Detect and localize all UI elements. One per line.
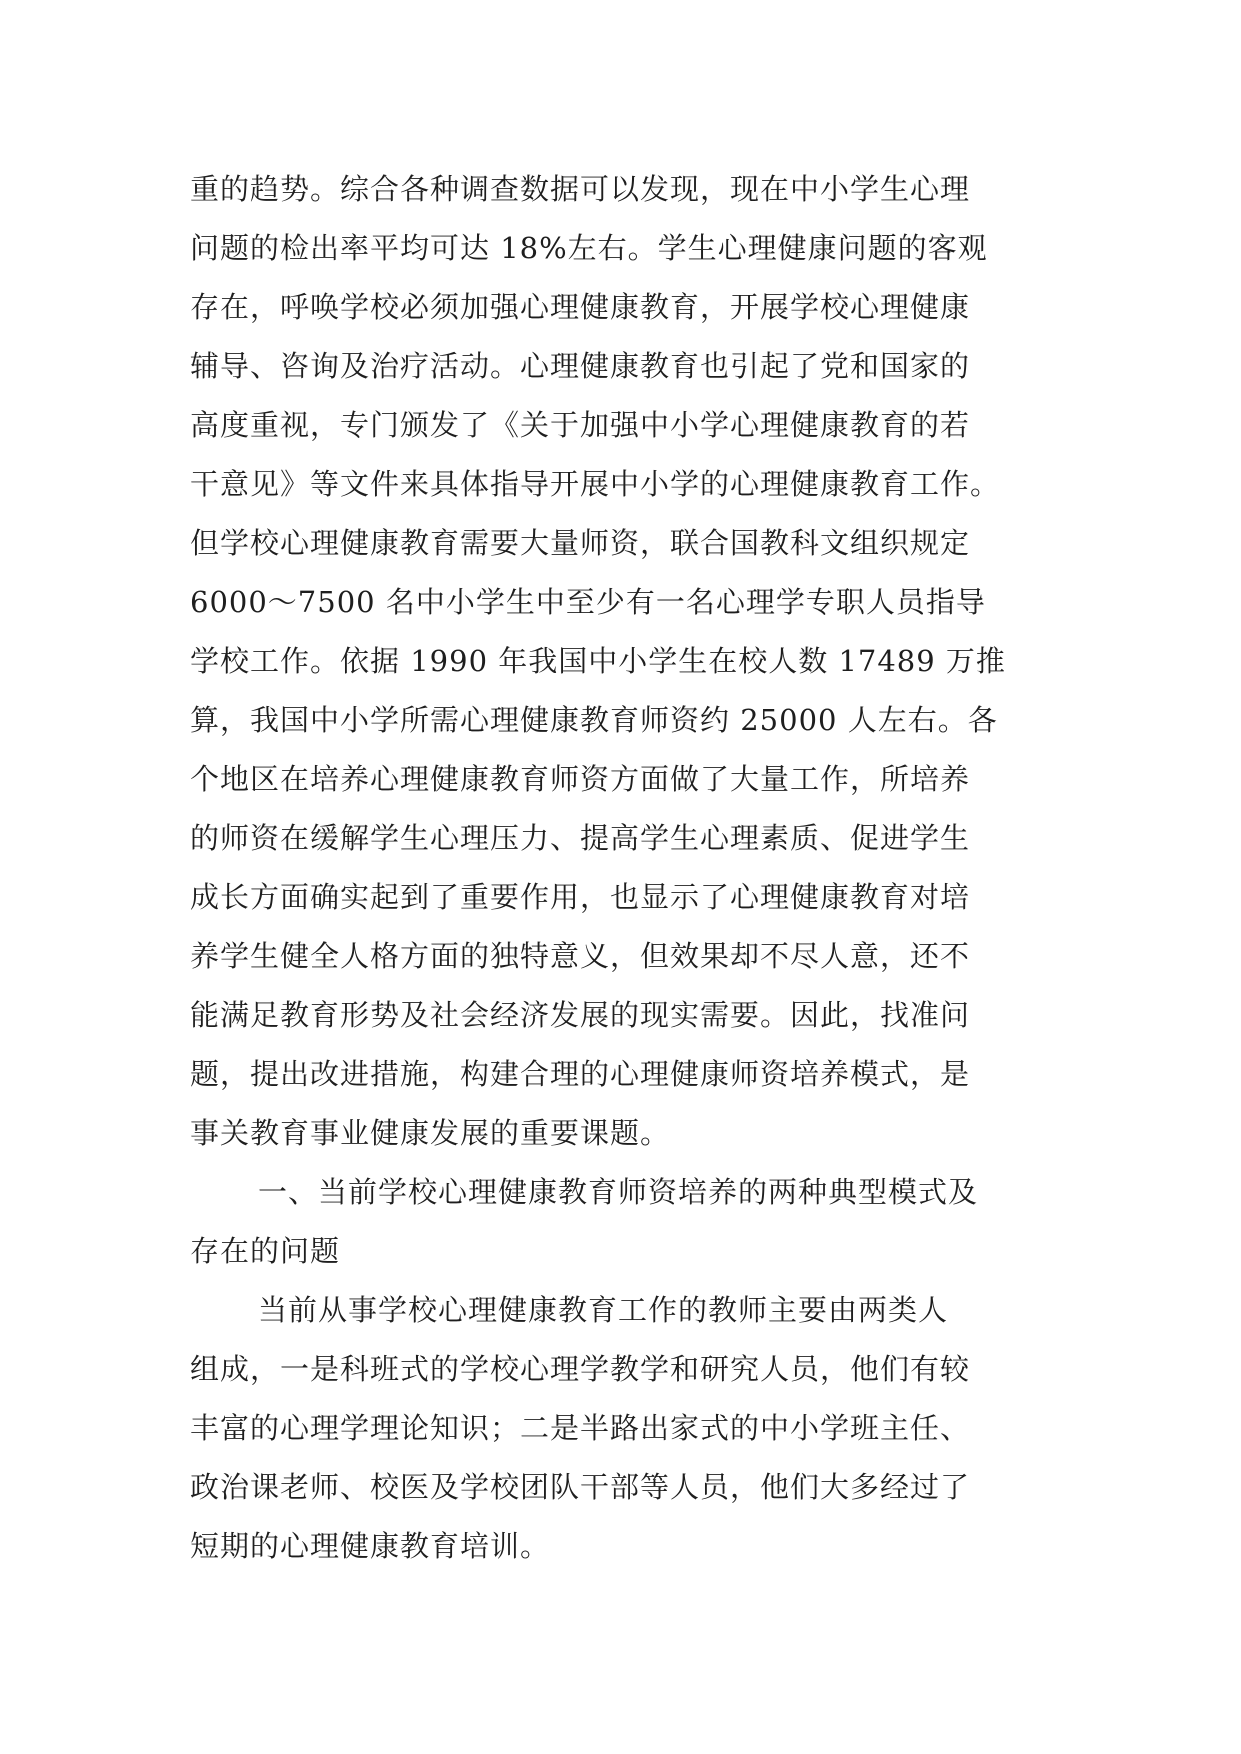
text-line: 但学校心理健康教育需要大量师资，联合国教科文组织规定 [190, 526, 971, 560]
text-line: 学校工作。依据 1990 年我国中小学生在校人数 17489 万推 [190, 644, 1006, 678]
text-line: 政治课老师、校医及学校团队干部等人员，他们大多经过了 [190, 1470, 971, 1504]
text-line: 当前从事学校心理健康教育工作的教师主要由两类人 [258, 1293, 949, 1327]
section-heading [190, 1163, 1050, 1281]
text-line: 丰富的心理学理论知识；二是半路出家式的中小学班主任、 [190, 1411, 971, 1445]
text-line: 组成，一是科班式的学校心理学教学和研究人员，他们有较 [190, 1352, 971, 1386]
text-line: 重的趋势。综合各种调查数据可以发现，现在中小学生心理 [190, 172, 971, 206]
text-line: 存在，呼唤学校必须加强心理健康教育，开展学校心理健康 [190, 290, 971, 324]
text-line: 辅导、咨询及治疗活动。心理健康教育也引起了党和国家的 [190, 349, 971, 383]
text-line: 的师资在缓解学生心理压力、提高学生心理素质、促进学生 [190, 821, 971, 855]
text-line: 干意见》等文件来具体指导开展中小学的心理健康教育工作。 [190, 467, 1001, 501]
text-line: 养学生健全人格方面的独特意义，但效果却不尽人意，还不 [190, 939, 971, 973]
text-line: 能满足教育形势及社会经济发展的现实需要。因此，找准问 [190, 998, 971, 1032]
paragraph-teachers [190, 1281, 1050, 1576]
heading-line: 一、当前学校心理健康教育师资培养的两种典型模式及 [258, 1175, 979, 1209]
text-line: 高度重视，专门颁发了《关于加强中小学心理健康教育的若 [190, 408, 971, 442]
text-line: 问题的检出率平均可达 18%左右。学生心理健康问题的客观 [190, 231, 988, 265]
text-line: 事关教育事业健康发展的重要课题。 [190, 1116, 671, 1150]
text-line: 个地区在培养心理健康教育师资方面做了大量工作，所培养 [190, 762, 971, 796]
paragraph-intro [190, 160, 1050, 1163]
text-line: 算，我国中小学所需心理健康教育师资约 25000 人左右。各 [190, 703, 998, 737]
text-line: 题，提出改进措施，构建合理的心理健康师资培养模式，是 [190, 1057, 971, 1091]
document-body [190, 160, 1050, 1576]
text-line: 成长方面确实起到了重要作用，也显示了心理健康教育对培 [190, 880, 971, 914]
text-line: 6000～7500 名中小学生中至少有一名心理学专职人员指导 [190, 585, 986, 619]
heading-line: 存在的问题 [190, 1234, 341, 1268]
text-line: 短期的心理健康教育培训。 [190, 1529, 551, 1563]
